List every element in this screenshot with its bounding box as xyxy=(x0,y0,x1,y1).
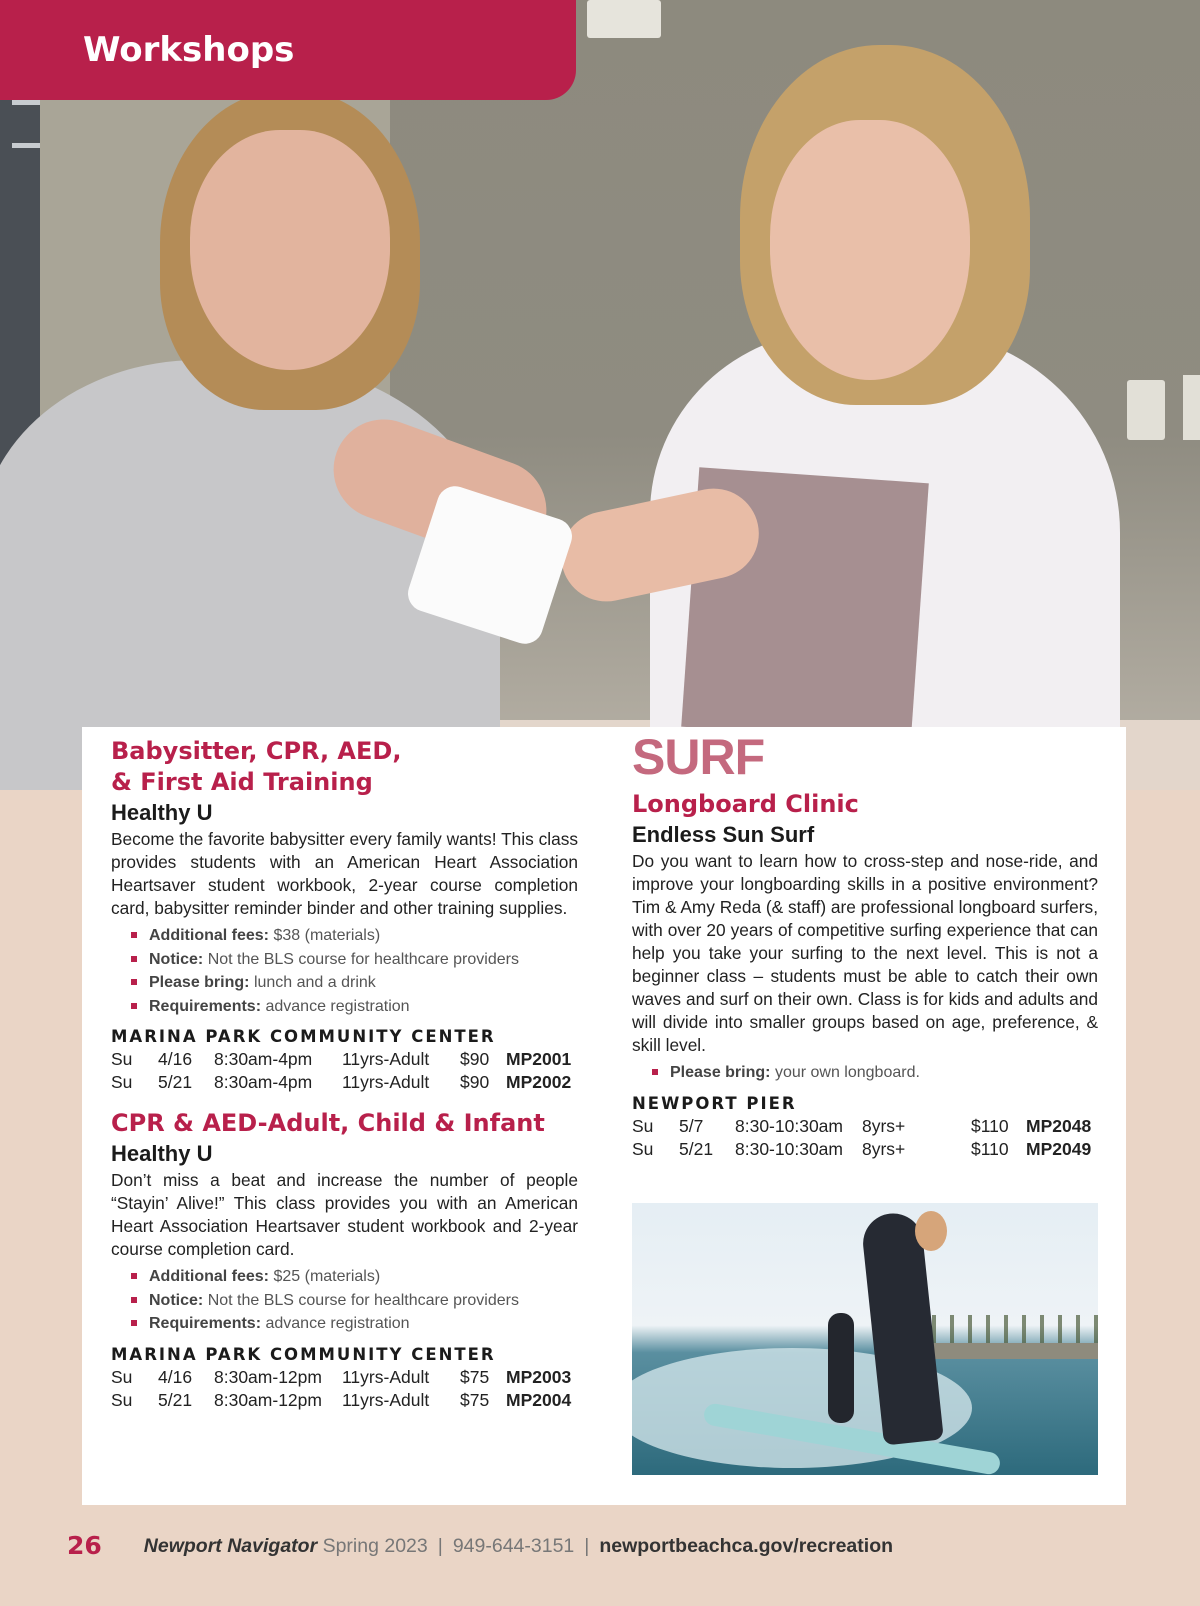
page-footer xyxy=(67,1531,893,1560)
course-provider: Endless Sun Surf xyxy=(632,822,815,847)
course-title-line: & First Aid Training xyxy=(111,768,373,796)
note-item: Please bring: lunch and a drink xyxy=(131,971,578,995)
separator: | xyxy=(584,1535,590,1557)
hero-photo-first-aid-training xyxy=(0,0,1200,790)
note-item: Requirements: advance registration xyxy=(131,995,578,1019)
content-panel xyxy=(82,727,1126,1505)
note-item: Notice: Not the BLS course for healthcare providers xyxy=(131,948,578,972)
surfer-background xyxy=(828,1313,854,1423)
note-item: Additional fees: $25 (materials) xyxy=(131,1265,578,1289)
wall-outlet xyxy=(587,0,661,38)
course-title: Longboard Clinic xyxy=(632,790,859,818)
schedule-table xyxy=(632,1115,1091,1161)
note-item: Notice: Not the BLS course for healthcare providers xyxy=(131,1289,578,1313)
course-provider: Healthy U xyxy=(111,1141,213,1166)
schedule-row: Su 5/7 8:30-10:30am 8yrs+ $110 MP2048 xyxy=(632,1115,1092,1136)
magazine-name: Newport Navigator xyxy=(143,1535,318,1557)
course-code: MP2004 xyxy=(506,1389,572,1410)
note-item: Requirements: advance registration xyxy=(131,1312,578,1336)
separator: | xyxy=(437,1535,443,1557)
wall-outlet xyxy=(1127,380,1165,440)
course-description: Do you want to learn how to cross-step and nose-ride, and improve your longboarding skills in a positive environment? Tim & Amy Reda (& staff) are professional longboard surfers, with over 20 years of competitive surfing experience that can help you take your surfing to the next level. This is not a beginner class – students must be able to catch their own waves and surf on their own. Class is for kids and adults and will divide into smaller groups based on age, preference, & skill level. xyxy=(632,851,1098,1055)
surfer-head xyxy=(915,1211,947,1251)
schedule-table xyxy=(111,1048,571,1094)
girl-left-face xyxy=(190,130,390,370)
palm-trees xyxy=(932,1315,1098,1345)
course-description: Don’t miss a beat and increase the number of people “Stayin’ Alive!” This class provides you with an American Heart Association Heartsaver student workbook and 2-year course completion card. xyxy=(111,1170,578,1259)
schedule-row: Su 4/16 8:30am-12pm 11yrs-Adult $75 MP2003 xyxy=(111,1366,572,1387)
section-header-tab xyxy=(0,0,576,100)
right-column xyxy=(632,727,1098,1161)
page-number: 26 xyxy=(67,1531,102,1560)
course-notes xyxy=(111,924,578,1018)
left-column xyxy=(111,727,578,1412)
section-title: Workshops xyxy=(83,30,295,70)
course-location: MARINA PARK COMMUNITY CENTER xyxy=(111,1344,496,1364)
schedule-row: Su 5/21 8:30am-4pm 11yrs-Adult $90 MP2002 xyxy=(111,1072,572,1092)
course-title: CPR & AED-Adult, Child & Infant xyxy=(111,1109,545,1137)
schedule-row: Su 5/21 8:30am-12pm 11yrs-Adult $75 MP2004 xyxy=(111,1389,572,1410)
schedule-row: Su 4/16 8:30am-4pm 11yrs-Adult $90 MP2001 xyxy=(111,1049,572,1069)
wall-outlet xyxy=(1183,375,1200,440)
phone-number: 949-644-3151 xyxy=(452,1535,575,1557)
course-code: MP2003 xyxy=(506,1366,572,1387)
shoreline xyxy=(932,1343,1098,1359)
schedule-row: Su 5/21 8:30-10:30am 8yrs+ $110 MP2049 xyxy=(632,1138,1092,1159)
course-provider: Healthy U xyxy=(111,800,213,825)
note-item: Additional fees: $38 (materials) xyxy=(131,924,578,948)
course-babysitter xyxy=(111,736,578,1094)
course-notes xyxy=(632,1061,1098,1085)
course-code: MP2001 xyxy=(506,1049,572,1069)
course-description: Become the favorite babysitter every family wants! This class provides students with an American Heart Association Heartsaver student workbook, 2-year course completion card, babysitter reminder binder and other training supplies. xyxy=(111,829,578,918)
surf-section-title: SURF xyxy=(632,729,765,785)
course-notes xyxy=(111,1265,578,1336)
website-link[interactable]: newportbeachca.gov/recreation xyxy=(599,1535,894,1557)
course-title-line: Babysitter, CPR, AED, xyxy=(111,737,402,765)
surf-photo xyxy=(632,1203,1098,1475)
course-code: MP2049 xyxy=(1026,1138,1092,1159)
girl-right-face xyxy=(770,120,970,380)
issue-season: Spring 2023 xyxy=(322,1535,428,1557)
course-code: MP2048 xyxy=(1026,1115,1092,1136)
course-title xyxy=(111,736,578,798)
course-cpr-aed xyxy=(111,1108,578,1412)
schedule-table xyxy=(111,1366,571,1412)
course-location: NEWPORT PIER xyxy=(632,1093,797,1113)
course-location: MARINA PARK COMMUNITY CENTER xyxy=(111,1027,496,1046)
course-code: MP2002 xyxy=(506,1072,572,1092)
note-item: Please bring: your own longboard. xyxy=(652,1061,1098,1085)
